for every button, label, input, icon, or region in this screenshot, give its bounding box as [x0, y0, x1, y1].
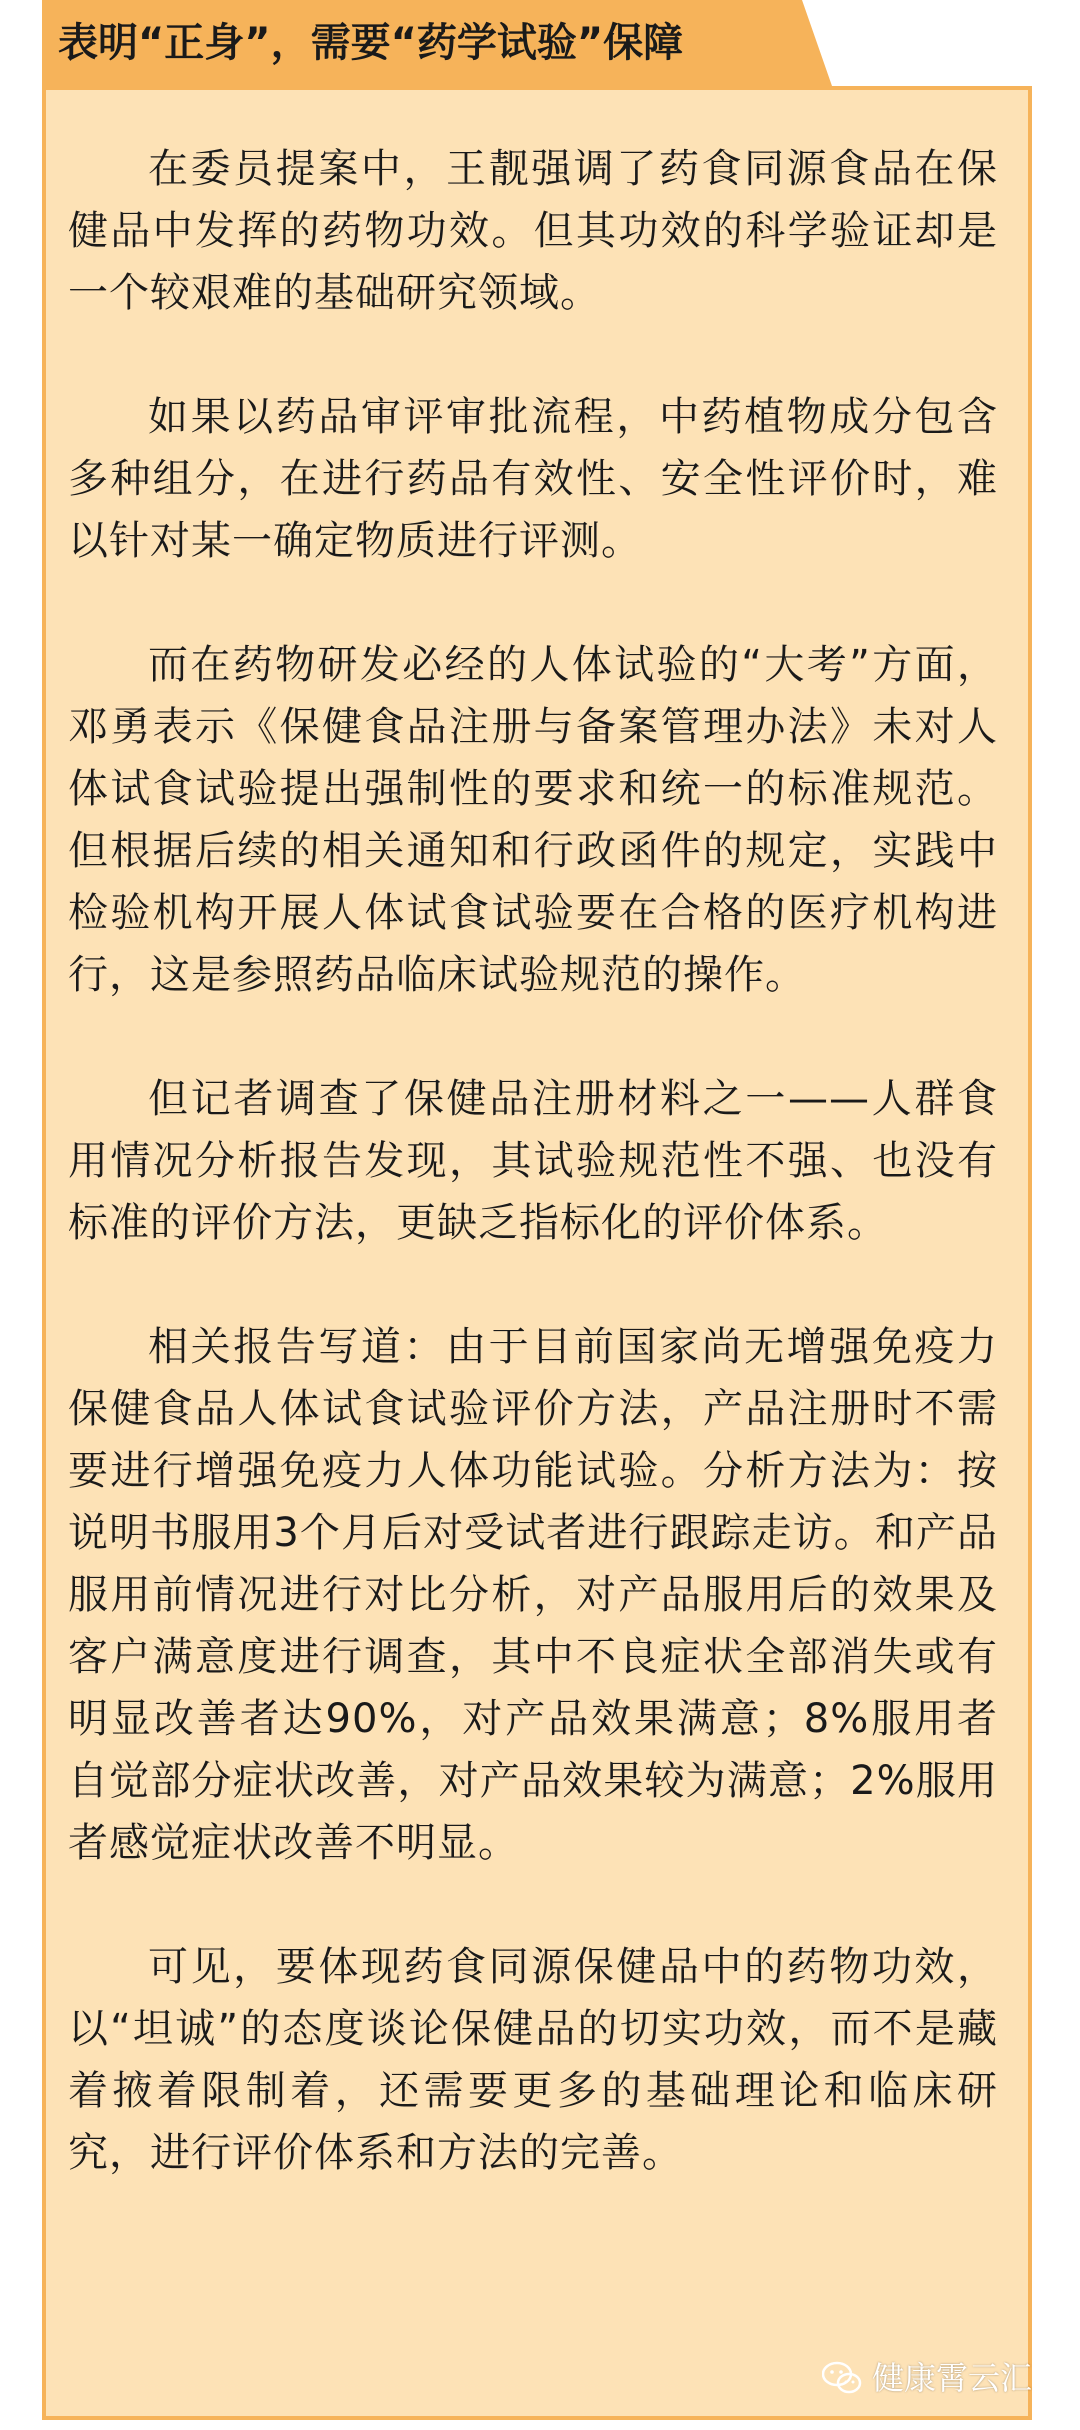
paragraph: 但记者调查了保健品注册材料之一——人群食用情况分析报告发现，其试验规范性不强、也没有标准的评价方法，更缺乏指标化的评价体系。: [68, 1076, 998, 1246]
wechat-icon: [822, 2361, 862, 2395]
article-body: [68, 138, 998, 2184]
paragraph: 相关报告写道：由于目前国家尚无增强免疫力保健食品人体试食试验评价方法，产品注册时不需要进行增强免疫力人体功能试验。分析方法为：按说明书服用3个月后对受试者进行跟踪走访。和产品服用前情况进行对比分析，对产品服用后的效果及客户满意度进行调查，其中不良症状全部消失或有明显改善者达90%，对产品效果满意；8%服用者自觉部分症状改善，对产品效果较为满意；2%服用者感觉症状改善不明显。: [68, 1324, 998, 1866]
paragraph: 如果以药品审评审批流程，中药植物成分包含多种组分，在进行药品有效性、安全性评价时，难以针对某一确定物质进行评测。: [68, 394, 998, 564]
watermark: [822, 2358, 1032, 2398]
watermark-text: 健康霄云汇: [871, 2359, 1032, 2397]
paragraph: 在委员提案中，王靓强调了药食同源食品在保健品中发挥的药物功效。但其功效的科学验证却是一个较艰难的基础研究领域。: [68, 146, 998, 316]
section-title: 表明“正身”，需要“药学试验”保障: [58, 20, 684, 66]
paragraph: 可见，要体现药食同源保健品中的药物功效，以“坦诚”的态度谈论保健品的切实功效，而不是藏着掖着限制着，还需要更多的基础理论和临床研究，进行评价体系和方法的完善。: [68, 1944, 998, 2176]
paragraph: 而在药物研发必经的人体试验的“大考”方面，邓勇表示《保健食品注册与备案管理办法》未对人体试食试验提出强制性的要求和统一的标准规范。但根据后续的相关通知和行政函件的规定，实践中检验机构开展人体试食试验要在合格的医疗机构进行，这是参照药品临床试验规范的操作。: [68, 642, 998, 998]
